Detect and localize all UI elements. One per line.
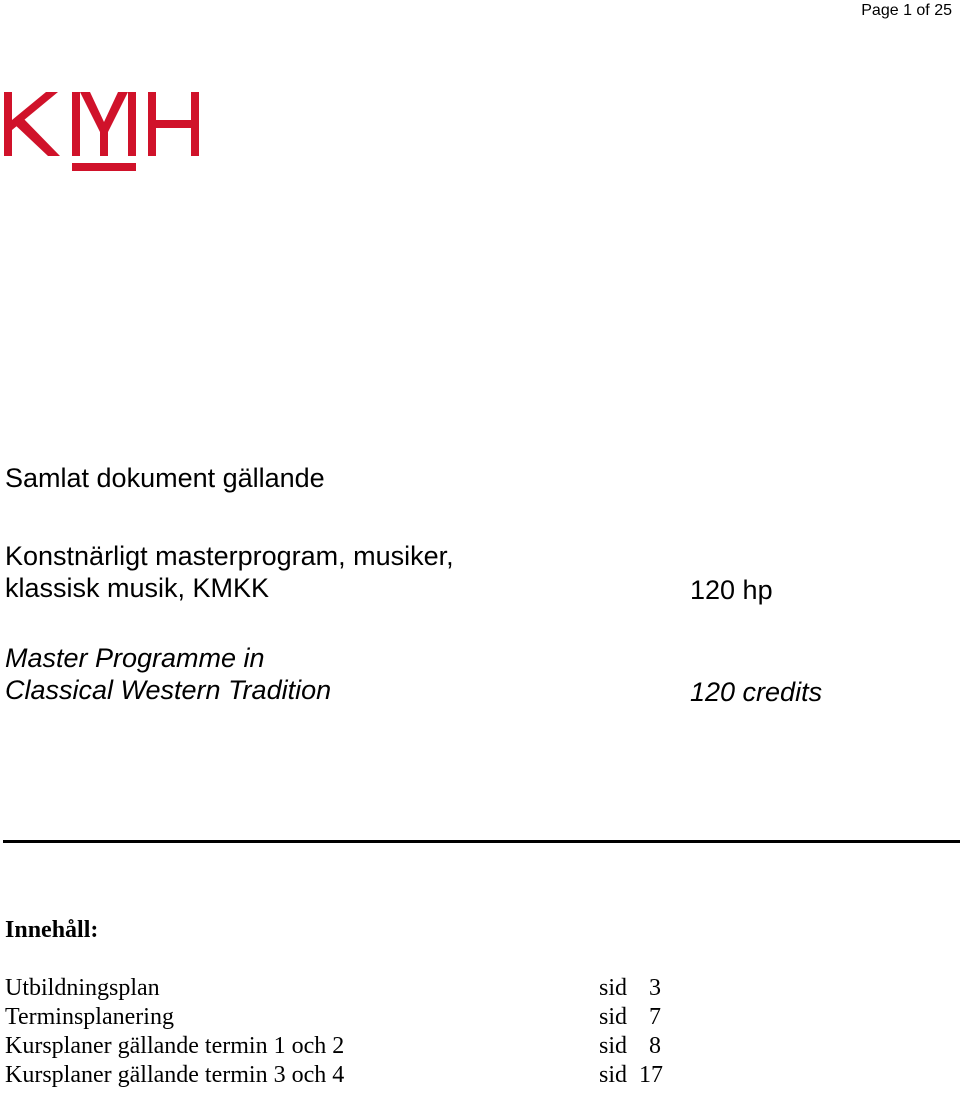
toc-item-label: Kursplaner gällande termin 3 och 4 <box>5 1062 345 1088</box>
toc-item-page: 3 <box>649 975 661 1001</box>
toc-title: Innehåll: <box>5 917 99 943</box>
horizontal-divider <box>3 840 960 843</box>
toc-item-sid: sid <box>599 1033 628 1059</box>
credits-swedish: 120 hp <box>690 575 773 605</box>
toc-item <box>5 1032 705 1061</box>
program-title-english <box>5 642 331 706</box>
toc-item <box>5 974 705 1003</box>
toc-item-label: Terminsplanering <box>5 1004 174 1030</box>
toc-item-page: 17 <box>639 1062 663 1088</box>
program-title-english-line2: Classical Western Tradition <box>5 675 332 705</box>
program-title-swedish-line2: klassisk musik, KMKK <box>5 573 270 603</box>
program-title-english-line1: Master Programme in <box>5 643 265 673</box>
toc-item-page: 7 <box>649 1004 661 1030</box>
kmh-logo <box>4 92 202 172</box>
toc-item <box>5 1003 705 1032</box>
toc-item-label: Kursplaner gällande termin 1 och 2 <box>5 1033 345 1059</box>
toc-item-sid: sid <box>599 975 628 1001</box>
credits-english: 120 credits <box>690 677 823 707</box>
program-title-swedish <box>5 540 454 604</box>
table-of-contents <box>5 974 705 1090</box>
toc-item-page: 8 <box>649 1033 661 1059</box>
toc-item-sid: sid <box>599 1062 628 1088</box>
toc-item-sid: sid <box>599 1004 628 1030</box>
toc-item <box>5 1061 705 1090</box>
document-title: Samlat dokument gällande <box>5 463 325 493</box>
toc-item-label: Utbildningsplan <box>5 975 160 1001</box>
program-title-swedish-line1: Konstnärligt masterprogram, musiker, <box>5 541 454 571</box>
page-number: Page 1 of 25 <box>861 2 952 19</box>
